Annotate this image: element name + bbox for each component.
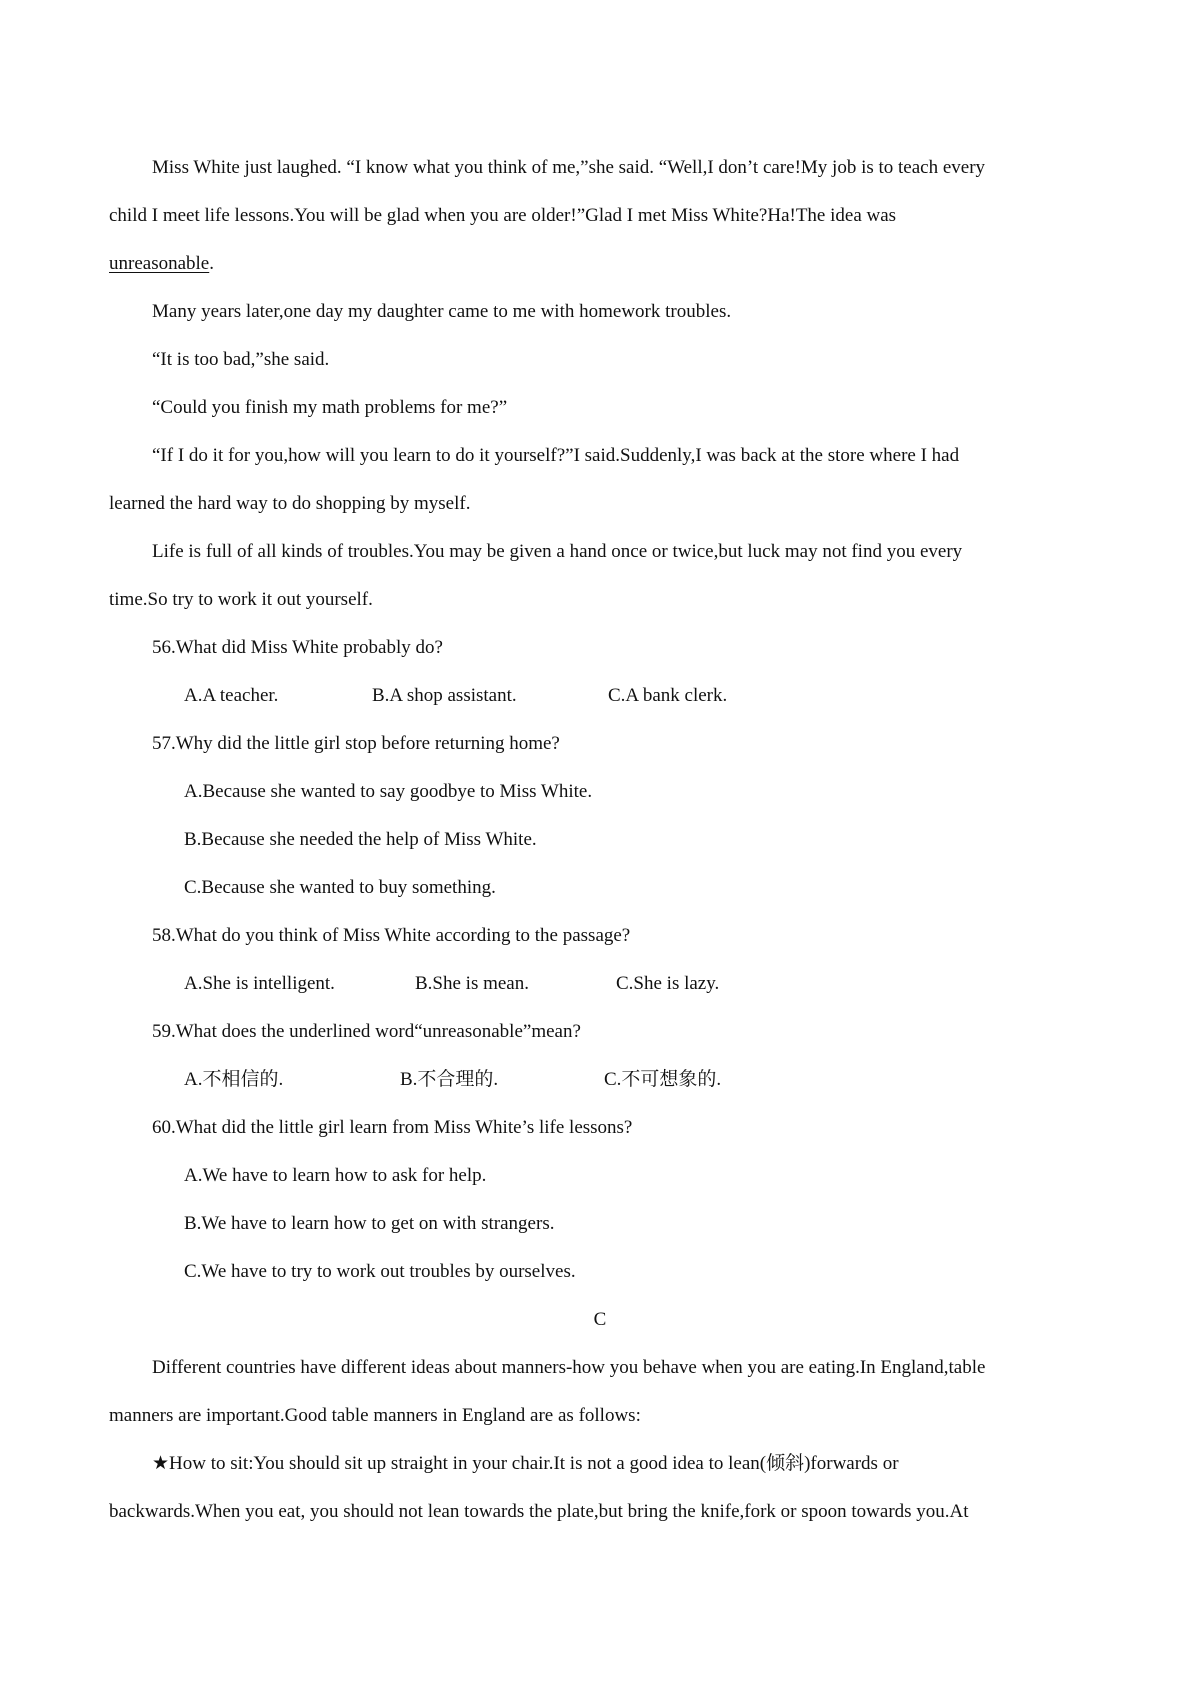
passage-b-p1-line2: child I meet life lessons.You will be glad when you are older!”Glad I met Miss White?Ha!The idea was bbox=[109, 205, 897, 226]
q59-option-a: A.不相信的. bbox=[184, 1069, 284, 1090]
passage-c-p1-line1: Different countries have different ideas about manners-how you behave when you are eating.In England,table bbox=[152, 1357, 986, 1378]
q60-option-b: B.We have to learn how to get on with strangers. bbox=[184, 1213, 555, 1234]
passage-c-p2-line2: backwards.When you eat, you should not lean towards the plate,but bring the knife,fork or spoon towards you.At bbox=[109, 1501, 969, 1522]
question-57-stem: 57.Why did the little girl stop before returning home? bbox=[152, 733, 560, 754]
passage-b-p4: “Could you finish my math problems for me?” bbox=[152, 397, 508, 418]
passage-b-p1-line1: Miss White just laughed. “I know what you think of me,”she said. “Well,I don’t care!My job is to teach every bbox=[152, 157, 986, 178]
question-59-options bbox=[184, 1068, 1184, 1092]
passage-c-p2-line1: ★How to sit:You should sit up straight in your chair.It is not a good idea to lean(倾斜)forwards or bbox=[152, 1453, 899, 1474]
q56-option-a: A.A teacher. bbox=[184, 685, 279, 706]
q58-option-c: C.She is lazy. bbox=[616, 973, 720, 994]
passage-b-p5-line1: “If I do it for you,how will you learn to do it yourself?”I said.Suddenly,I was back at the store where I had bbox=[152, 445, 960, 466]
passage-b-p1-line3 bbox=[109, 252, 1109, 276]
q57-option-b: B.Because she needed the help of Miss White. bbox=[184, 829, 537, 850]
q58-option-a: A.She is intelligent. bbox=[184, 973, 335, 994]
passage-b-p6-line1: Life is full of all kinds of troubles.You may be given a hand once or twice,but luck may not find you every bbox=[152, 541, 963, 562]
q60-option-a: A.We have to learn how to ask for help. bbox=[184, 1165, 487, 1186]
question-59-stem: 59.What does the underlined word“unreasonable”mean? bbox=[152, 1021, 581, 1042]
passage-b-p3: “It is too bad,”she said. bbox=[152, 349, 330, 370]
q57-option-c: C.Because she wanted to buy something. bbox=[184, 877, 496, 898]
period: . bbox=[209, 253, 214, 274]
passage-c-heading: C bbox=[593, 1309, 607, 1330]
question-58-stem: 58.What do you think of Miss White according to the passage? bbox=[152, 925, 631, 946]
question-56-stem: 56.What did Miss White probably do? bbox=[152, 637, 443, 658]
question-60-stem: 60.What did the little girl learn from Miss White’s life lessons? bbox=[152, 1117, 633, 1138]
question-56-options bbox=[184, 684, 1184, 708]
q58-option-b: B.She is mean. bbox=[415, 973, 529, 994]
passage-b-p2: Many years later,one day my daughter came to me with homework troubles. bbox=[152, 301, 732, 322]
q56-option-c: C.A bank clerk. bbox=[608, 685, 728, 706]
passage-b-p6-line2: time.So try to work it out yourself. bbox=[109, 589, 373, 610]
q59-option-b: B.不合理的. bbox=[400, 1069, 499, 1090]
q60-option-c: C.We have to try to work out troubles by ourselves. bbox=[184, 1261, 576, 1282]
underlined-word-unreasonable: unreasonable bbox=[109, 253, 210, 274]
passage-c-p1-line2: manners are important.Good table manners in England are as follows: bbox=[109, 1405, 641, 1426]
q56-option-b: B.A shop assistant. bbox=[372, 685, 517, 706]
passage-b-p5-line2: learned the hard way to do shopping by myself. bbox=[109, 493, 471, 514]
q59-option-c: C.不可想象的. bbox=[604, 1069, 722, 1090]
q57-option-a: A.Because she wanted to say goodbye to Miss White. bbox=[184, 781, 593, 802]
question-58-options bbox=[184, 972, 1184, 996]
